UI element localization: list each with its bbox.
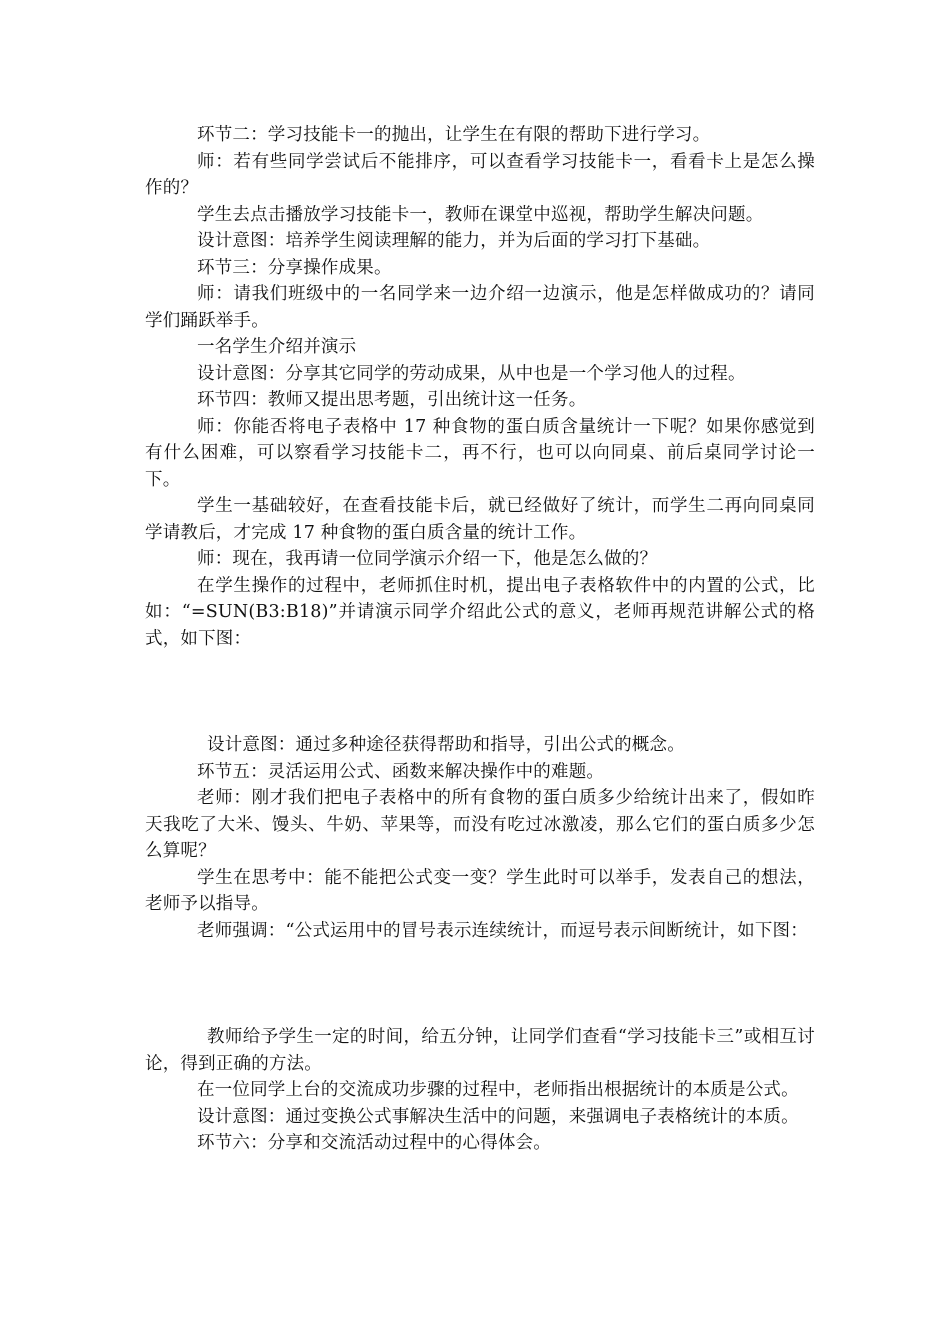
paragraph-teacher-prompt-card-one: 师：若有些同学尝试后不能排序，可以查看学习技能卡一，看看卡上是怎么操作的？	[145, 151, 815, 198]
paragraph-design-intent-formula: 设计意图：通过多种途径获得帮助和指导，引出公式的概念。	[207, 735, 685, 755]
paragraph-teacher-statistics-task: 师：你能否将电子表格中 17 种食物的蛋白质含量统计一下呢？如果你感觉到有什么困难，可以察看学习技能卡二，再不行，也可以向同桌、前后桌同学讨论一下。	[145, 416, 815, 490]
paragraph-design-intent-sharing: 设计意图：分享其它同学的劳动成果，从中也是一个学习他人的过程。	[197, 363, 746, 384]
paragraph-design-intent-reading: 设计意图：培养学生阅读理解的能力，并为后面的学习打下基础。	[197, 231, 711, 251]
paragraph-formula-essence: 在一位同学上台的交流成功步骤的过程中，老师指出根据统计的本质是公式。	[197, 1080, 799, 1100]
paragraph-teacher-food-question: 老师：刚才我们把电子表格中的所有食物的蛋白质多少给统计出来了，假如昨天我吃了大米、馒头、牛奶、苹果等，而没有吃过冰激凌，那么它们的蛋白质多少怎么算呢？	[145, 788, 815, 861]
paragraph-student-thinking: 学生在思考中：能不能把公式变一变？学生此时可以举手，发表自己的想法，老师予以指导。	[145, 867, 815, 914]
paragraph-teacher-second-demo: 师：现在，我再请一位同学演示介绍一下，他是怎么做的？	[197, 549, 658, 569]
figure-placeholder-gap	[145, 652, 815, 732]
paragraph-section-five: 环节五：灵活运用公式、函数来解决操作中的难题。	[197, 761, 605, 782]
paragraph-students-play-card: 学生去点击播放学习技能卡一，教师在课堂中巡视，帮助学生解决问题。	[197, 204, 764, 225]
paragraph-section-three: 环节三：分享操作成果。	[197, 257, 392, 278]
paragraph-section-six: 环节六：分享和交流活动过程中的心得体会。	[197, 1133, 551, 1153]
paragraph-teacher-gives-time: 教师给予学生一定的时间，给五分钟，让同学们查看“学习技能卡三”或相互讨论，得到正确的方法。	[145, 1027, 815, 1074]
paragraph-design-intent-life-problem: 设计意图：通过变换公式事解决生活中的问题，来强调电子表格统计的本质。	[197, 1106, 799, 1127]
paragraph-formula-explanation: 在学生操作的过程中，老师抓住时机，提出电子表格软件中的内置的公式，比如：“=SUN(B3:B18)”并请演示同学介绍此公式的意义，老师再规范讲解公式的格式，如下图：	[145, 575, 815, 649]
paragraph-section-two: 环节二：学习技能卡一的抛出，让学生在有限的帮助下进行学习。	[197, 125, 711, 145]
paragraph-teacher-emphasis: 老师强调：“公式运用中的冒号表示连续统计，而逗号表示间断统计，如下图：	[197, 920, 808, 941]
second-figure-placeholder-gap	[145, 944, 815, 1024]
paragraph-student-statistics-result: 学生一基础较好，在查看技能卡后，就已经做好了统计，而学生二再向同桌同学请教后，才完成 17 种食物的蛋白质含量的统计工作。	[145, 496, 815, 543]
paragraph-section-four: 环节四：教师又提出思考题，引出统计这一任务。	[197, 390, 587, 410]
document-body	[145, 122, 815, 1157]
paragraph-teacher-invite-demo: 师：请我们班级中的一名同学来一边介绍一边演示，他是怎样做成功的？请同学们踊跃举手。	[145, 284, 815, 331]
paragraph-student-demo: 一名学生介绍并演示	[197, 337, 357, 357]
